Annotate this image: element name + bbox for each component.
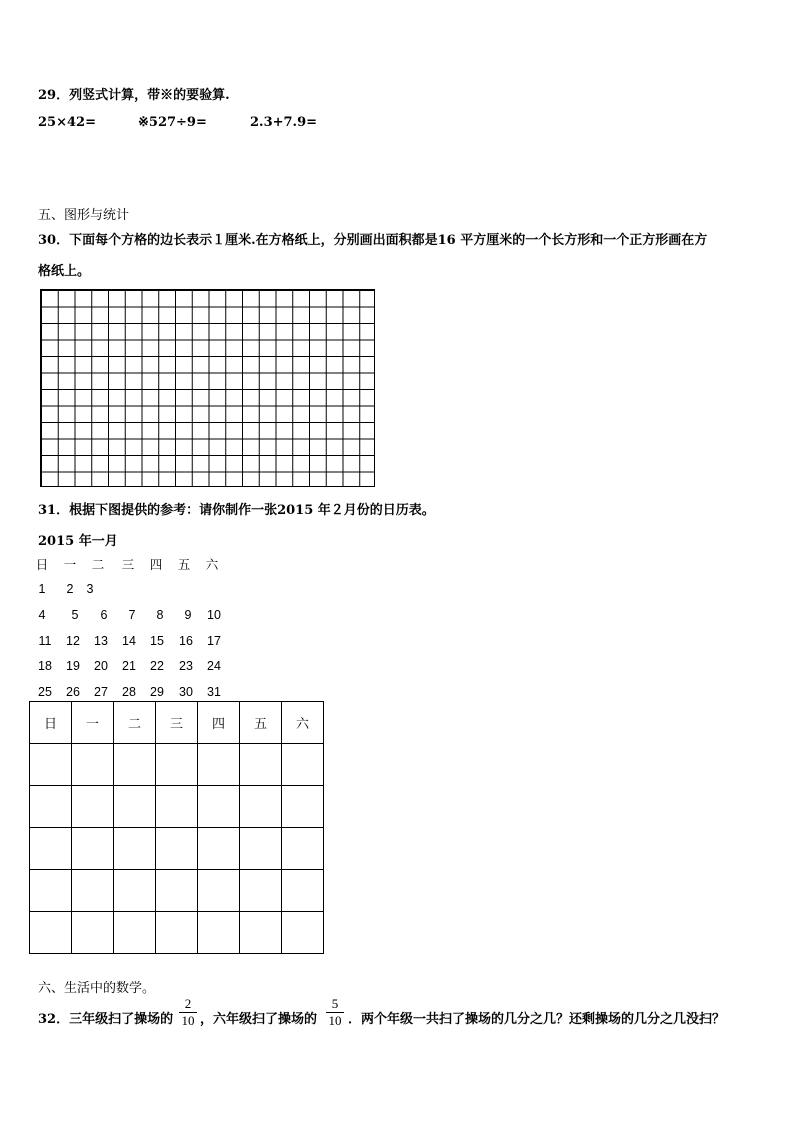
q32-text-2: ，六年级扫了操场的 [200,1012,318,1027]
calendar-cell [30,828,72,870]
ref-day: 23 [179,659,193,673]
calendar-cell [282,744,324,786]
calendar-cell [114,828,156,870]
ref-day: 28 [122,685,136,699]
reference-calendar-title: 2015 年一月 [38,534,118,549]
ref-day: 9 [184,608,192,622]
calendar-cell [282,870,324,912]
q32-text-1: 32．三年级扫了操场的 [38,1012,174,1027]
calendar-cell [30,912,72,954]
ref-day: 19 [66,659,80,673]
ref-day: 4 [38,608,46,622]
section-6-heading: 六、生活中的数学。 [38,981,156,996]
q29-title: 29．列竖式计算，带※的要验算. [38,88,230,103]
ref-day: 24 [207,659,221,673]
calendar-cell [72,828,114,870]
ref-day: 6 [100,608,108,622]
calendar-cell [240,912,282,954]
calendar-cell [114,870,156,912]
fraction-numerator: 5 [331,996,339,1011]
ref-weekday: 三 [121,558,135,572]
calendar-cell [198,870,240,912]
calendar-cell [114,786,156,828]
ref-day: 30 [179,685,193,699]
february-calendar-table [29,701,324,954]
calendar-cell [156,870,198,912]
ref-day: 22 [150,659,164,673]
ref-day: 3 [86,582,94,596]
fraction-2-10 [178,996,198,1029]
ref-day: 5 [71,608,79,622]
ref-weekday: 四 [149,558,163,572]
fraction-numerator: 2 [184,996,192,1011]
ref-day: 8 [156,608,164,622]
ref-day: 31 [207,685,221,699]
ref-weekday: 日 [35,558,49,572]
calendar-header-cell: 四 [198,702,240,744]
ref-day: 11 [38,634,52,648]
calendar-empty-row [30,912,324,954]
calendar-cell [156,828,198,870]
calendar-header-cell: 一 [72,702,114,744]
q29-item-1: 25×42= [38,115,96,130]
calendar-cell [30,744,72,786]
q29-item-2: ※527÷9= [138,115,207,130]
calendar-cell [114,912,156,954]
calendar-cell [240,870,282,912]
ref-day: 20 [94,659,108,673]
calendar-cell [282,786,324,828]
ref-day: 27 [94,685,108,699]
calendar-header-cell: 二 [114,702,156,744]
ref-day: 10 [207,608,221,622]
calendar-cell [282,828,324,870]
calendar-cell [72,744,114,786]
ref-day: 7 [128,608,136,622]
calendar-cell [30,786,72,828]
ref-day: 1 [38,582,46,596]
ref-day: 18 [38,659,52,673]
calendar-empty-row [30,870,324,912]
section-5-heading: 五、图形与统计 [38,208,130,223]
calendar-empty-row [30,828,324,870]
q30-line-2: 格纸上。 [38,264,91,279]
ref-day: 12 [66,634,80,648]
calendar-cell [72,912,114,954]
calendar-header-cell: 六 [282,702,324,744]
calendar-cell [30,870,72,912]
calendar-cell [72,870,114,912]
calendar-header-cell: 日 [30,702,72,744]
square-grid-paper [40,289,375,487]
ref-day: 17 [207,634,221,648]
ref-day: 29 [150,685,164,699]
ref-weekday: 六 [205,558,219,572]
calendar-cell [282,912,324,954]
fraction-denominator: 10 [328,1013,342,1028]
calendar-header-row [30,702,324,744]
fraction-denominator: 10 [181,1013,195,1028]
calendar-empty-row [30,744,324,786]
calendar-cell [114,744,156,786]
ref-weekday: 二 [91,558,105,572]
q31-title: 31．根据下图提供的参考：请你制作一张2015 年２月份的日历表。 [38,503,435,518]
calendar-cell [240,786,282,828]
calendar-cell [240,828,282,870]
ref-day: 26 [66,685,80,699]
ref-weekday: 一 [63,558,77,572]
q30-line-1: 30．下面每个方格的边长表示１厘米.在方格纸上，分别画出面积都是16 平方厘米的一个长方形和一个正方形画在方 [38,233,708,248]
q32-text-3: ．两个年级一共扫了操场的几分之几？还剩操场的几分之几没扫？ [348,1012,726,1027]
ref-day: 15 [150,634,164,648]
calendar-header-cell: 五 [240,702,282,744]
ref-day: 16 [179,634,193,648]
calendar-cell [156,786,198,828]
ref-day: 14 [122,634,136,648]
calendar-cell [198,744,240,786]
ref-day: 2 [66,582,74,596]
calendar-cell [156,744,198,786]
calendar-header-cell: 三 [156,702,198,744]
ref-day: 25 [38,685,52,699]
calendar-cell [198,828,240,870]
calendar-cell [156,912,198,954]
ref-day: 13 [94,634,108,648]
q29-item-3: 2.3+7.9= [250,115,318,130]
calendar-cell [240,744,282,786]
calendar-cell [198,912,240,954]
calendar-cell [72,786,114,828]
ref-weekday: 五 [177,558,191,572]
calendar-cell [198,786,240,828]
fraction-5-10 [325,996,345,1029]
calendar-empty-row [30,786,324,828]
ref-day: 21 [122,659,136,673]
